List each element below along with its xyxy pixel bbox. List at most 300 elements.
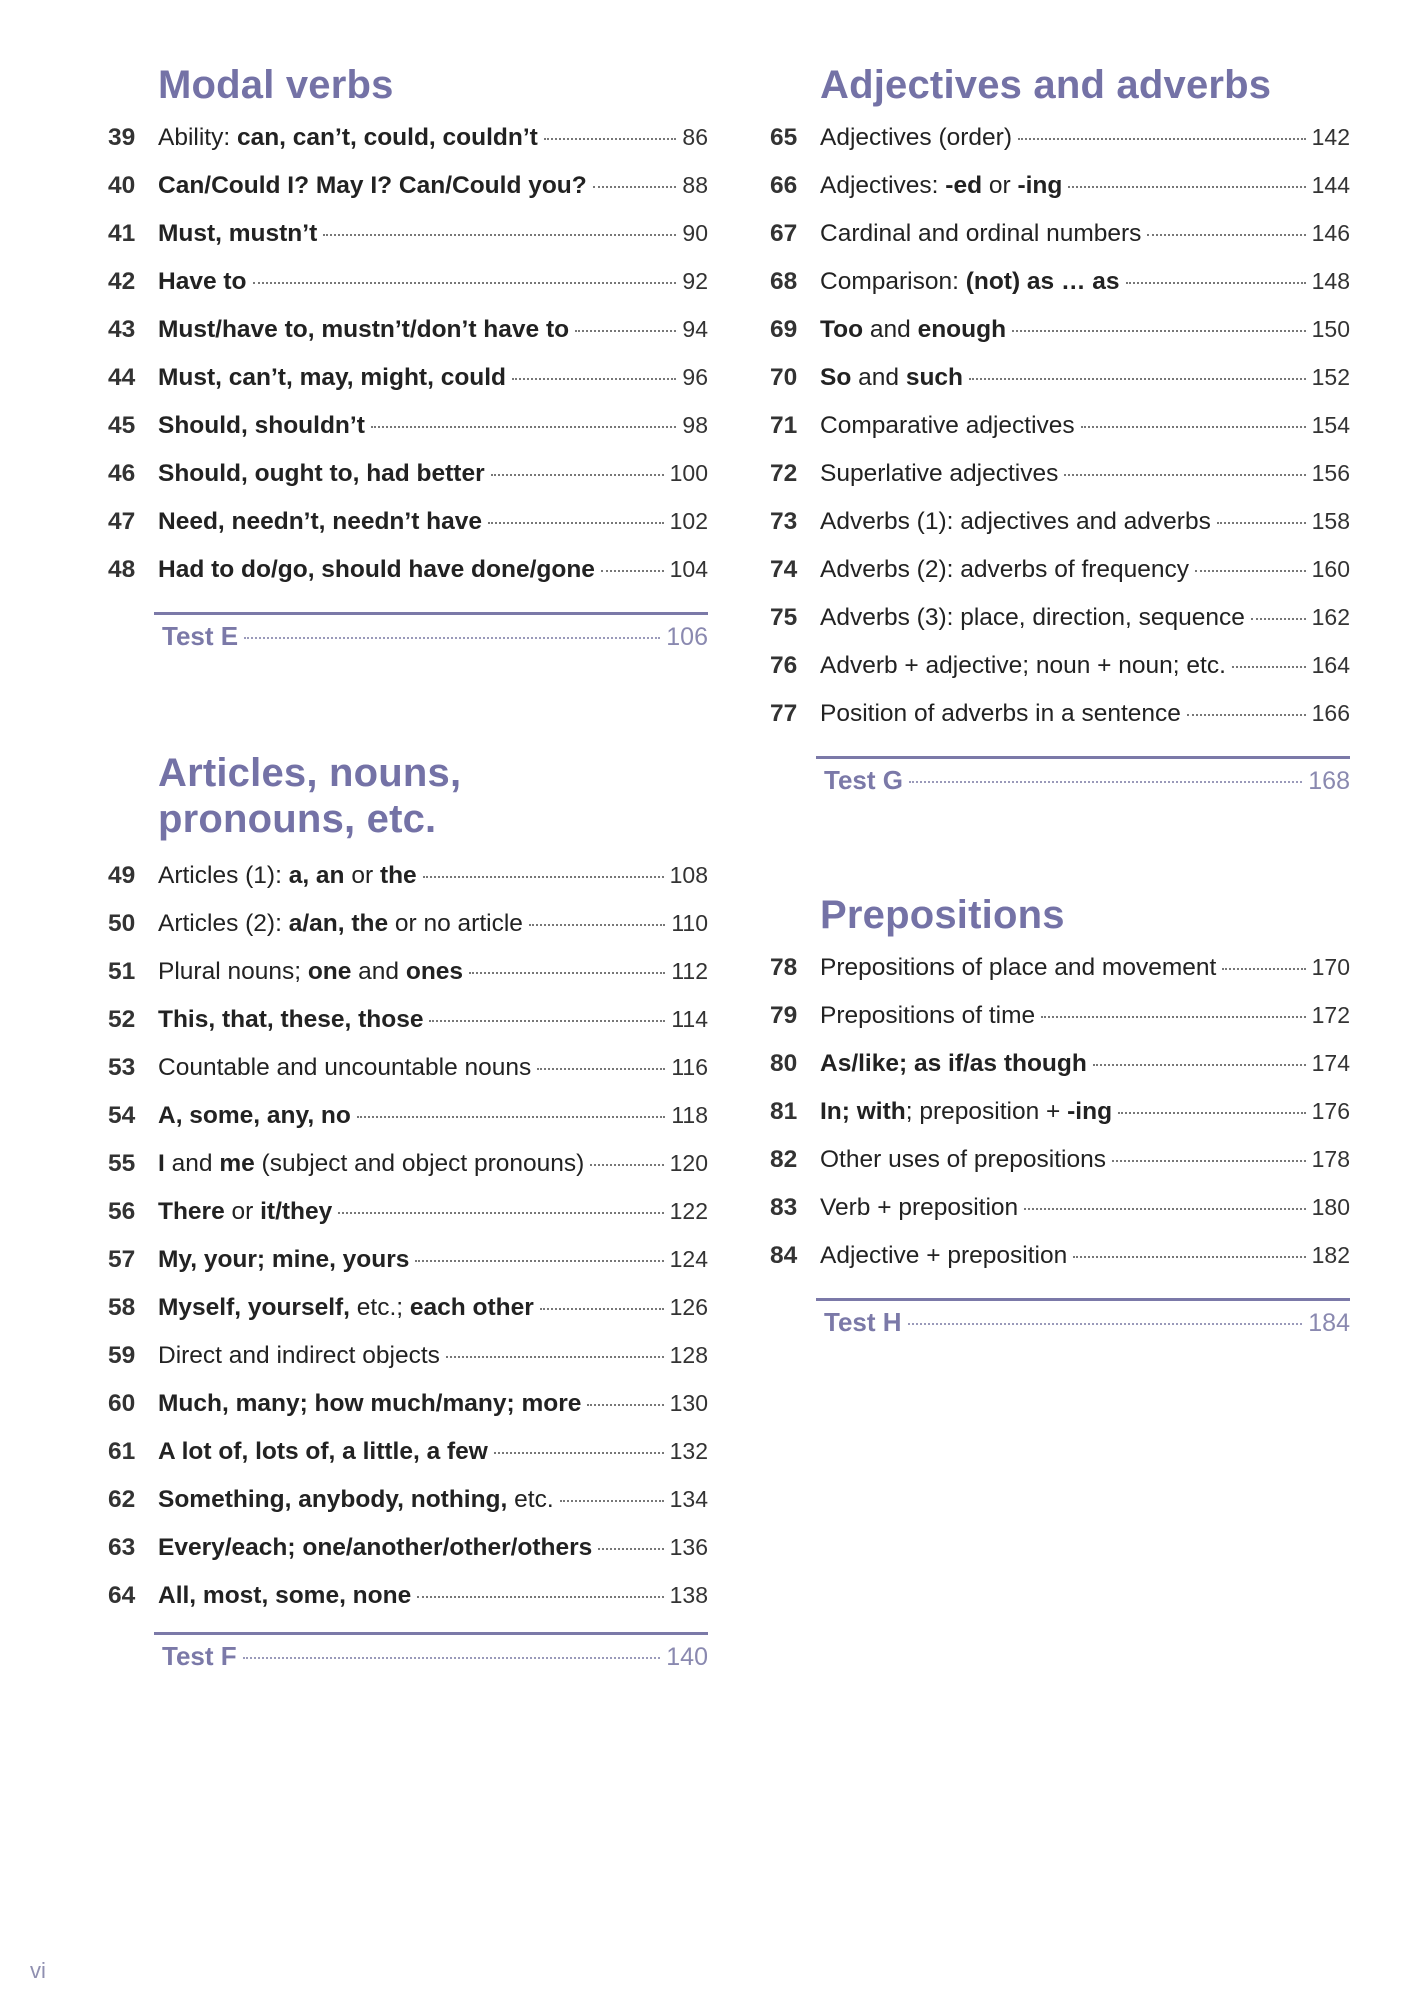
unit-title	[820, 172, 1062, 200]
unit-title-part: Articles (2):	[158, 910, 289, 937]
toc-entry[interactable]	[108, 268, 708, 316]
unit-title	[820, 364, 963, 392]
unit-title	[158, 172, 587, 200]
unit-title-part: Had to do/go, should have done/gone	[158, 556, 595, 583]
unit-title	[820, 954, 1216, 982]
unit-number: 83	[770, 1194, 798, 1221]
leader-dots	[488, 522, 664, 524]
unit-title-part: A, some, any, no	[158, 1102, 351, 1129]
unit-title-part: Much, many; how much/many; more	[158, 1390, 582, 1417]
unit-title-part: Plural nouns;	[158, 958, 308, 985]
toc-entry[interactable]	[108, 460, 708, 508]
unit-title-part: enough	[917, 316, 1007, 343]
unit-number: 66	[770, 172, 798, 199]
unit-title-part: Adverb + adjective; noun + noun; etc.	[820, 652, 1226, 679]
toc-entry[interactable]	[108, 1438, 708, 1486]
unit-title	[158, 1054, 531, 1082]
unit-page: 88	[682, 172, 708, 198]
toc-entry[interactable]	[770, 652, 1350, 700]
leader-dots	[529, 924, 665, 926]
leader-dots	[1147, 234, 1305, 236]
toc-list	[108, 862, 708, 1630]
unit-title	[158, 460, 485, 488]
leader-dots	[1024, 1208, 1305, 1210]
leader-dots	[575, 330, 676, 332]
section-modal-verbs	[108, 62, 708, 673]
unit-number: 60	[108, 1390, 136, 1417]
test-entry[interactable]	[824, 759, 1350, 817]
unit-title-part: -ing	[1067, 1098, 1113, 1125]
unit-number: 48	[108, 556, 136, 583]
unit-title	[158, 1438, 488, 1466]
toc-entry[interactable]	[770, 172, 1350, 220]
leader-dots	[338, 1212, 663, 1214]
unit-title	[820, 1050, 1087, 1078]
leader-dots	[1068, 186, 1305, 188]
leader-dots	[540, 1308, 664, 1310]
toc-entry[interactable]	[770, 124, 1350, 172]
unit-title	[820, 316, 1006, 344]
unit-number: 78	[770, 954, 798, 981]
toc-list	[770, 954, 1350, 1290]
test-page: 184	[1308, 1309, 1350, 1337]
leader-dots	[429, 1020, 665, 1022]
unit-title-part: Direct and indirect objects	[158, 1342, 440, 1369]
leader-dots	[598, 1548, 663, 1550]
unit-title-part: such	[905, 364, 963, 391]
test-label: Test F	[162, 1641, 237, 1671]
unit-title-part: As/like; as if/as though	[820, 1050, 1087, 1077]
toc-entry[interactable]	[770, 1194, 1350, 1242]
unit-title-part: Comparative adjectives	[820, 412, 1075, 439]
unit-page: 90	[682, 220, 708, 246]
unit-title	[158, 364, 506, 392]
unit-title	[820, 220, 1141, 248]
unit-title-part: or	[982, 172, 1018, 199]
toc-entry[interactable]	[770, 954, 1350, 1002]
unit-title-part: (subject and object pronouns)	[254, 1150, 585, 1177]
unit-title-part: Have to	[158, 268, 247, 295]
leader-dots	[423, 876, 664, 878]
unit-number: 69	[770, 316, 798, 343]
unit-number: 75	[770, 604, 798, 631]
unit-title	[820, 508, 1211, 536]
leader-dots	[1126, 282, 1306, 284]
toc-entry[interactable]	[770, 604, 1350, 652]
unit-number: 68	[770, 268, 798, 295]
unit-title	[820, 652, 1226, 680]
unit-number: 47	[108, 508, 136, 535]
unit-number: 41	[108, 220, 136, 247]
unit-title-part: etc.	[507, 1486, 554, 1513]
leader-dots	[491, 474, 664, 476]
toc-list	[108, 124, 708, 604]
leader-dots	[469, 972, 665, 974]
unit-title-part: Every/each; one/another/other/others	[158, 1534, 593, 1561]
toc-entry[interactable]	[108, 1198, 708, 1246]
unit-title-part: ; preposition +	[905, 1098, 1068, 1125]
unit-title-part: Countable and uncountable nouns	[158, 1054, 532, 1081]
leader-dots	[909, 781, 1302, 783]
toc-entry[interactable]	[108, 1102, 708, 1150]
unit-title-part: Adverbs (2): adverbs of frequency	[820, 556, 1190, 583]
leader-dots	[1093, 1064, 1306, 1066]
leader-dots	[969, 378, 1306, 380]
toc-entry[interactable]	[108, 1006, 708, 1054]
section-adjectives	[770, 62, 1350, 817]
section-title	[158, 750, 708, 842]
toc-entry[interactable]	[770, 316, 1350, 364]
unit-number: 42	[108, 268, 136, 295]
toc-entry[interactable]	[108, 862, 708, 910]
toc-entry[interactable]	[770, 460, 1350, 508]
toc-entry[interactable]	[108, 958, 708, 1006]
unit-title-part: or no article	[388, 910, 523, 937]
toc-entry[interactable]	[108, 1582, 708, 1630]
unit-title-part: Adjectives:	[820, 172, 946, 199]
unit-number: 71	[770, 412, 798, 439]
unit-title-part: each other	[409, 1294, 534, 1321]
toc-list	[770, 124, 1350, 748]
unit-title-part: (not) as … as	[965, 268, 1120, 295]
unit-title	[158, 862, 417, 890]
unit-title	[820, 460, 1058, 488]
toc-entry[interactable]	[108, 556, 708, 604]
unit-number: 63	[108, 1534, 136, 1561]
unit-page: 126	[669, 1294, 708, 1320]
section-title: Modal verbs	[158, 63, 394, 107]
leader-dots	[243, 1657, 661, 1659]
unit-page: 110	[671, 910, 708, 936]
leader-dots	[1064, 474, 1305, 476]
unit-title	[158, 1342, 440, 1370]
unit-title-part: Ability:	[158, 124, 237, 151]
unit-title	[158, 1102, 351, 1130]
unit-page: 104	[669, 556, 708, 582]
toc-entry[interactable]	[770, 1098, 1350, 1146]
unit-number: 76	[770, 652, 798, 679]
toc-entry[interactable]	[108, 1342, 708, 1390]
unit-number: 55	[108, 1150, 136, 1177]
unit-title	[158, 1390, 581, 1418]
unit-page: 112	[671, 958, 708, 984]
unit-number: 39	[108, 124, 136, 151]
leader-dots	[1012, 330, 1306, 332]
unit-page: 142	[1311, 124, 1350, 150]
test-label: Test E	[162, 621, 239, 651]
page-number: vi	[30, 1958, 46, 1983]
leader-dots	[323, 234, 676, 236]
toc-entry[interactable]	[108, 910, 708, 958]
unit-page: 174	[1311, 1050, 1350, 1076]
unit-title-part: etc.;	[349, 1294, 410, 1321]
toc-entry[interactable]	[108, 1294, 708, 1342]
section-title-line: Articles, nouns,	[158, 751, 462, 795]
unit-number: 65	[770, 124, 798, 151]
unit-title	[158, 556, 595, 584]
unit-title	[158, 1486, 554, 1514]
unit-number: 74	[770, 556, 798, 583]
leader-dots	[1118, 1112, 1306, 1114]
unit-number: 45	[108, 412, 136, 439]
unit-title-part: I	[158, 1150, 165, 1177]
unit-page: 114	[671, 1006, 708, 1032]
toc-entry[interactable]	[108, 316, 708, 364]
unit-number: 49	[108, 862, 136, 889]
toc-entry[interactable]	[770, 412, 1350, 460]
leader-dots	[357, 1116, 665, 1118]
unit-page: 164	[1311, 652, 1350, 678]
unit-title	[820, 1146, 1106, 1174]
unit-page: 108	[669, 862, 708, 888]
toc-entry[interactable]	[770, 508, 1350, 556]
unit-title	[158, 958, 463, 986]
unit-number: 62	[108, 1486, 136, 1513]
leader-dots	[593, 186, 677, 188]
unit-page: 146	[1311, 220, 1350, 246]
unit-number: 77	[770, 700, 798, 727]
unit-title	[158, 508, 482, 536]
unit-page: 100	[669, 460, 708, 486]
unit-title-part: a/an, the	[288, 910, 389, 937]
unit-page: 144	[1311, 172, 1350, 198]
unit-title	[158, 124, 538, 152]
unit-number: 44	[108, 364, 136, 391]
unit-page: 162	[1311, 604, 1350, 630]
toc-entry[interactable]	[108, 412, 708, 460]
unit-number: 40	[108, 172, 136, 199]
unit-title-part: All, most, some, none	[158, 1582, 412, 1609]
unit-title-part: Need, needn’t, needn’t have	[158, 508, 483, 535]
unit-title	[158, 220, 317, 248]
leader-dots	[512, 378, 676, 380]
unit-page: 182	[1311, 1242, 1350, 1268]
toc-entry[interactable]	[770, 1050, 1350, 1098]
unit-title-part: Must, can’t, may, might, could	[158, 364, 507, 391]
unit-number: 56	[108, 1198, 136, 1225]
unit-title-part: Adverbs (1): adjectives and adverbs	[820, 508, 1211, 535]
unit-title-part: My, your; mine, yours	[158, 1246, 410, 1273]
unit-title-part: Must/have to, mustn’t/don’t have to	[158, 316, 570, 343]
unit-title-part: Adverbs (3): place, direction, sequence	[820, 604, 1245, 631]
unit-title-part: A lot of, lots of, a little, a few	[158, 1438, 488, 1465]
toc-entry[interactable]	[108, 1534, 708, 1582]
unit-page: 180	[1311, 1194, 1350, 1220]
unit-title-part: Prepositions of time	[820, 1002, 1036, 1029]
unit-title-part: or	[344, 862, 380, 889]
unit-number: 53	[108, 1054, 136, 1081]
unit-title-part: and	[351, 958, 406, 985]
unit-page: 132	[669, 1438, 708, 1464]
unit-title	[158, 1294, 534, 1322]
unit-number: 67	[770, 220, 798, 247]
toc-entry[interactable]	[770, 1242, 1350, 1290]
unit-page: 138	[669, 1582, 708, 1608]
unit-title	[158, 1534, 592, 1562]
unit-title	[820, 124, 1012, 152]
toc-entry[interactable]	[108, 1486, 708, 1534]
unit-title-part: can, can’t, could, couldn’t	[236, 124, 538, 151]
toc-entry[interactable]	[770, 1146, 1350, 1194]
unit-title-part: -ed	[945, 172, 983, 199]
toc-entry[interactable]	[770, 220, 1350, 268]
toc-entry[interactable]	[770, 556, 1350, 604]
unit-title	[820, 556, 1189, 584]
unit-title-part: it/they	[260, 1198, 333, 1225]
unit-title-part: In; with	[820, 1098, 906, 1125]
unit-number: 52	[108, 1006, 136, 1033]
unit-number: 50	[108, 910, 136, 937]
unit-page: 102	[669, 508, 708, 534]
unit-page: 136	[669, 1534, 708, 1560]
unit-page: 148	[1311, 268, 1350, 294]
test-entry[interactable]	[824, 1301, 1350, 1359]
toc-entry[interactable]	[108, 508, 708, 556]
leader-dots	[544, 138, 677, 140]
leader-dots	[415, 1260, 663, 1262]
unit-number: 81	[770, 1098, 798, 1125]
unit-number: 57	[108, 1246, 136, 1273]
toc-entry[interactable]	[108, 1390, 708, 1438]
unit-number: 61	[108, 1438, 136, 1465]
unit-title-part: Superlative adjectives	[820, 460, 1059, 487]
unit-page: 176	[1311, 1098, 1350, 1124]
unit-title-part: So	[820, 364, 852, 391]
unit-title	[820, 604, 1245, 632]
unit-title-part: Articles (1):	[158, 862, 289, 889]
unit-title	[820, 1002, 1035, 1030]
toc-entry[interactable]	[770, 700, 1350, 748]
unit-number: 46	[108, 460, 136, 487]
unit-page: 124	[669, 1246, 708, 1272]
test-page: 140	[666, 1643, 708, 1671]
toc-entry[interactable]	[108, 172, 708, 220]
leader-dots	[1187, 714, 1306, 716]
unit-page: 96	[682, 364, 708, 390]
toc-entry[interactable]	[108, 220, 708, 268]
test-entry[interactable]	[162, 1635, 708, 1693]
test-entry[interactable]	[162, 615, 708, 673]
unit-title-part: Adjective + preposition	[820, 1242, 1068, 1269]
unit-title-part: There	[158, 1198, 225, 1225]
unit-page: 166	[1311, 700, 1350, 726]
leader-dots	[417, 1596, 663, 1598]
leader-dots	[1112, 1160, 1306, 1162]
section-prepositions	[770, 892, 1350, 1359]
unit-page: 170	[1311, 954, 1350, 980]
unit-number: 82	[770, 1146, 798, 1173]
leader-dots	[1073, 1256, 1305, 1258]
unit-title-part: Should, shouldn’t	[158, 412, 365, 439]
unit-title	[158, 1582, 411, 1610]
unit-title	[158, 1006, 423, 1034]
unit-title	[820, 268, 1120, 296]
section-title-line: pronouns, etc.	[158, 797, 437, 841]
section-articles	[108, 750, 708, 1693]
leader-dots	[1217, 522, 1306, 524]
leader-dots	[1195, 570, 1306, 572]
unit-page: 118	[671, 1102, 708, 1128]
leader-dots	[244, 637, 660, 639]
unit-title-part: the	[379, 862, 417, 889]
toc-entry[interactable]	[108, 1246, 708, 1294]
unit-title	[158, 268, 247, 296]
unit-title-part: This, that, these, those	[158, 1006, 424, 1033]
unit-number: 64	[108, 1582, 136, 1609]
test-label: Test H	[824, 1307, 902, 1337]
unit-page: 98	[682, 412, 708, 438]
toc-entry[interactable]	[108, 364, 708, 412]
unit-title	[158, 316, 569, 344]
leader-dots	[1251, 618, 1306, 620]
unit-title-part: Something, anybody, nothing,	[158, 1486, 508, 1513]
leader-dots	[587, 1404, 663, 1406]
unit-page: 130	[669, 1390, 708, 1416]
unit-number: 73	[770, 508, 798, 535]
toc-entry[interactable]	[770, 268, 1350, 316]
unit-number: 79	[770, 1002, 798, 1029]
leader-dots	[1232, 666, 1306, 668]
unit-title-part: Comparison:	[820, 268, 966, 295]
toc-entry[interactable]	[770, 1002, 1350, 1050]
unit-title-part: Other uses of prepositions	[820, 1146, 1106, 1173]
unit-title-part: Must, mustn’t	[158, 220, 318, 247]
unit-page: 134	[669, 1486, 708, 1512]
unit-number: 70	[770, 364, 798, 391]
unit-page: 116	[671, 1054, 708, 1080]
toc-entry[interactable]	[770, 364, 1350, 412]
unit-title-part: and	[851, 364, 906, 391]
unit-title	[820, 700, 1181, 728]
unit-page: 120	[669, 1150, 708, 1176]
unit-title	[158, 1198, 332, 1226]
toc-entry[interactable]	[108, 124, 708, 172]
unit-number: 58	[108, 1294, 136, 1321]
unit-page: 154	[1311, 412, 1350, 438]
leader-dots	[560, 1500, 664, 1502]
leader-dots	[537, 1068, 665, 1070]
unit-number: 51	[108, 958, 136, 985]
unit-title	[820, 1194, 1018, 1222]
unit-title-part: one	[307, 958, 352, 985]
unit-title-part: Can/Could I? May I? Can/Could you?	[158, 172, 587, 199]
unit-page: 122	[669, 1198, 708, 1224]
leader-dots	[1081, 426, 1306, 428]
unit-title-part: Position of adverbs in a sentence	[820, 700, 1181, 727]
unit-title	[158, 1150, 584, 1178]
unit-title-part: Verb + preposition	[820, 1194, 1019, 1221]
leader-dots	[908, 1323, 1303, 1325]
unit-number: 43	[108, 316, 136, 343]
section-title: Adjectives and adverbs	[820, 63, 1272, 107]
unit-title-part: Should, ought to, had better	[158, 460, 485, 487]
unit-page: 150	[1311, 316, 1350, 342]
unit-title-part: ones	[405, 958, 464, 985]
unit-title-part: and	[863, 316, 918, 343]
unit-page: 158	[1311, 508, 1350, 534]
unit-title-part: Myself, yourself,	[158, 1294, 350, 1321]
unit-page: 128	[669, 1342, 708, 1368]
unit-title	[158, 412, 365, 440]
unit-page: 178	[1311, 1146, 1350, 1172]
unit-title-part: Prepositions of place and movement	[820, 954, 1217, 981]
unit-title-part: a, an	[288, 862, 345, 889]
unit-number: 80	[770, 1050, 798, 1077]
section-title: Prepositions	[820, 893, 1065, 937]
toc-entry[interactable]	[108, 1150, 708, 1198]
toc-entry[interactable]	[108, 1054, 708, 1102]
leader-dots	[601, 570, 664, 572]
